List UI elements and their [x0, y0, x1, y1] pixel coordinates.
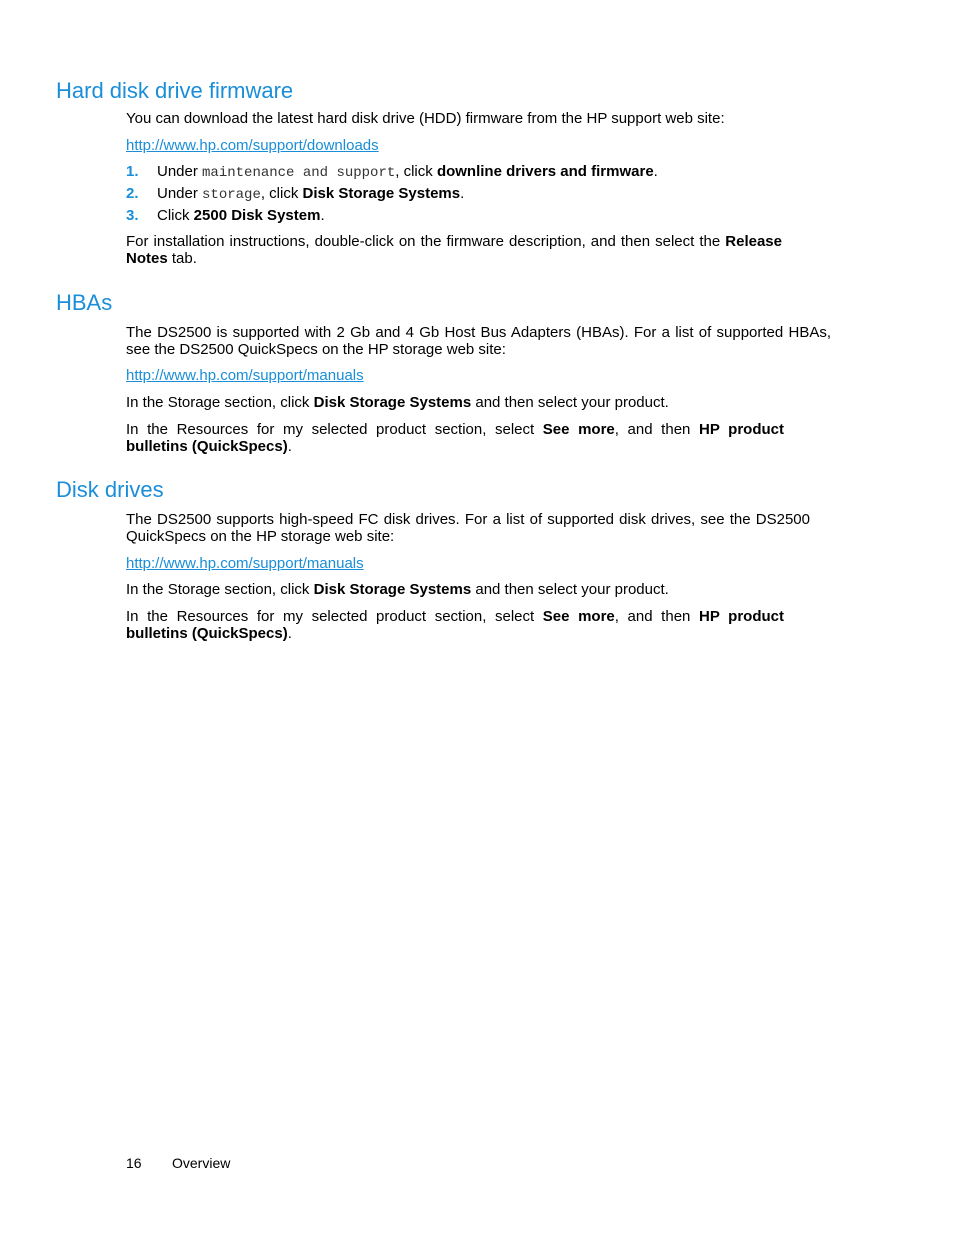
hbas-resources-mid: , and then: [614, 421, 699, 438]
disk-storage-bold: Disk Storage Systems: [313, 581, 472, 598]
disk-resources-bold-1: See more: [542, 608, 615, 625]
hbas-resources-pre: In the Resources for my selected product section, select: [126, 421, 543, 438]
step-2-pre: Under: [157, 185, 203, 202]
step-1-pre: Under: [157, 163, 203, 180]
firmware-intro-text: You can download the latest hard disk drive (HDD) firmware from the HP support web site:: [126, 110, 725, 127]
link-support-downloads[interactable]: http://www.hp.com/support/downloads: [126, 137, 379, 154]
install-post: tab.: [167, 250, 197, 267]
step-1-code: maintenance and support: [202, 165, 396, 181]
disk-resources-pre: In the Resources for my selected product section, select: [126, 608, 543, 625]
disk-drives-resources-text: [126, 608, 784, 642]
install-bold: Release Notes: [126, 233, 782, 267]
heading-hbas: HBAs: [56, 290, 113, 315]
step-2: [126, 185, 464, 204]
step-2-post: .: [460, 185, 465, 202]
step-2-number: 2.: [126, 185, 139, 202]
step-3-post: .: [320, 207, 325, 224]
step-1-bold: downline drivers and firmware: [436, 163, 654, 180]
disk-resources-mid: , and then: [614, 608, 699, 625]
hbas-intro-text: The DS2500 is supported with 2 Gb and 4 Gb Host Bus Adapters (HBAs). For a list of supported HBAs, see the DS2500 QuickSpecs on the HP storage web site:: [126, 324, 831, 358]
firmware-install-text: [126, 233, 782, 267]
hbas-resources-bold-2: HP product bulletins (QuickSpecs): [126, 421, 784, 455]
hbas-resources-text: [126, 421, 784, 455]
disk-storage-pre: In the Storage section, click: [126, 581, 314, 598]
page-number: 16: [126, 1155, 142, 1171]
hbas-storage-text: [126, 394, 831, 411]
disk-resources-bold-2: HP product bulletins (QuickSpecs): [126, 608, 784, 642]
footer-section-name: Overview: [172, 1155, 231, 1171]
hbas-storage-pre: In the Storage section, click: [126, 394, 314, 411]
step-2-mid: , click: [260, 185, 303, 202]
install-pre: For installation instructions, double-click on the firmware description, and then select the: [126, 233, 726, 250]
heading-disk-drives: Disk drives: [56, 477, 164, 502]
step-1-post: .: [653, 163, 658, 180]
heading-hard-disk-drive-firmware: Hard disk drive firmware: [56, 78, 294, 103]
link-support-manuals-disk-drives[interactable]: http://www.hp.com/support/manuals: [126, 555, 364, 572]
step-1: [126, 163, 658, 182]
hbas-storage-post: and then select your product.: [471, 394, 669, 411]
disk-drives-intro-text: The DS2500 supports high-speed FC disk drives. For a list of supported disk drives, see the DS2500 QuickSpecs on the HP storage web site:: [126, 511, 810, 545]
hbas-resources-bold-1: See more: [542, 421, 615, 438]
page-footer: [126, 1155, 230, 1172]
hbas-storage-bold: Disk Storage Systems: [313, 394, 472, 411]
step-2-bold: Disk Storage Systems: [302, 185, 461, 202]
disk-drives-storage-text: [126, 581, 831, 598]
link-support-manuals-hbas[interactable]: http://www.hp.com/support/manuals: [126, 367, 364, 384]
disk-storage-post: and then select your product.: [471, 581, 669, 598]
step-3-number: 3.: [126, 207, 139, 224]
step-3-bold: 2500 Disk System: [193, 207, 321, 224]
step-2-code: storage: [202, 187, 261, 203]
step-3: [126, 207, 325, 224]
step-1-mid: , click: [395, 163, 437, 180]
hbas-resources-post: .: [287, 438, 292, 455]
disk-resources-post: .: [287, 625, 292, 642]
step-3-pre: Click: [157, 207, 194, 224]
step-1-number: 1.: [126, 163, 139, 180]
